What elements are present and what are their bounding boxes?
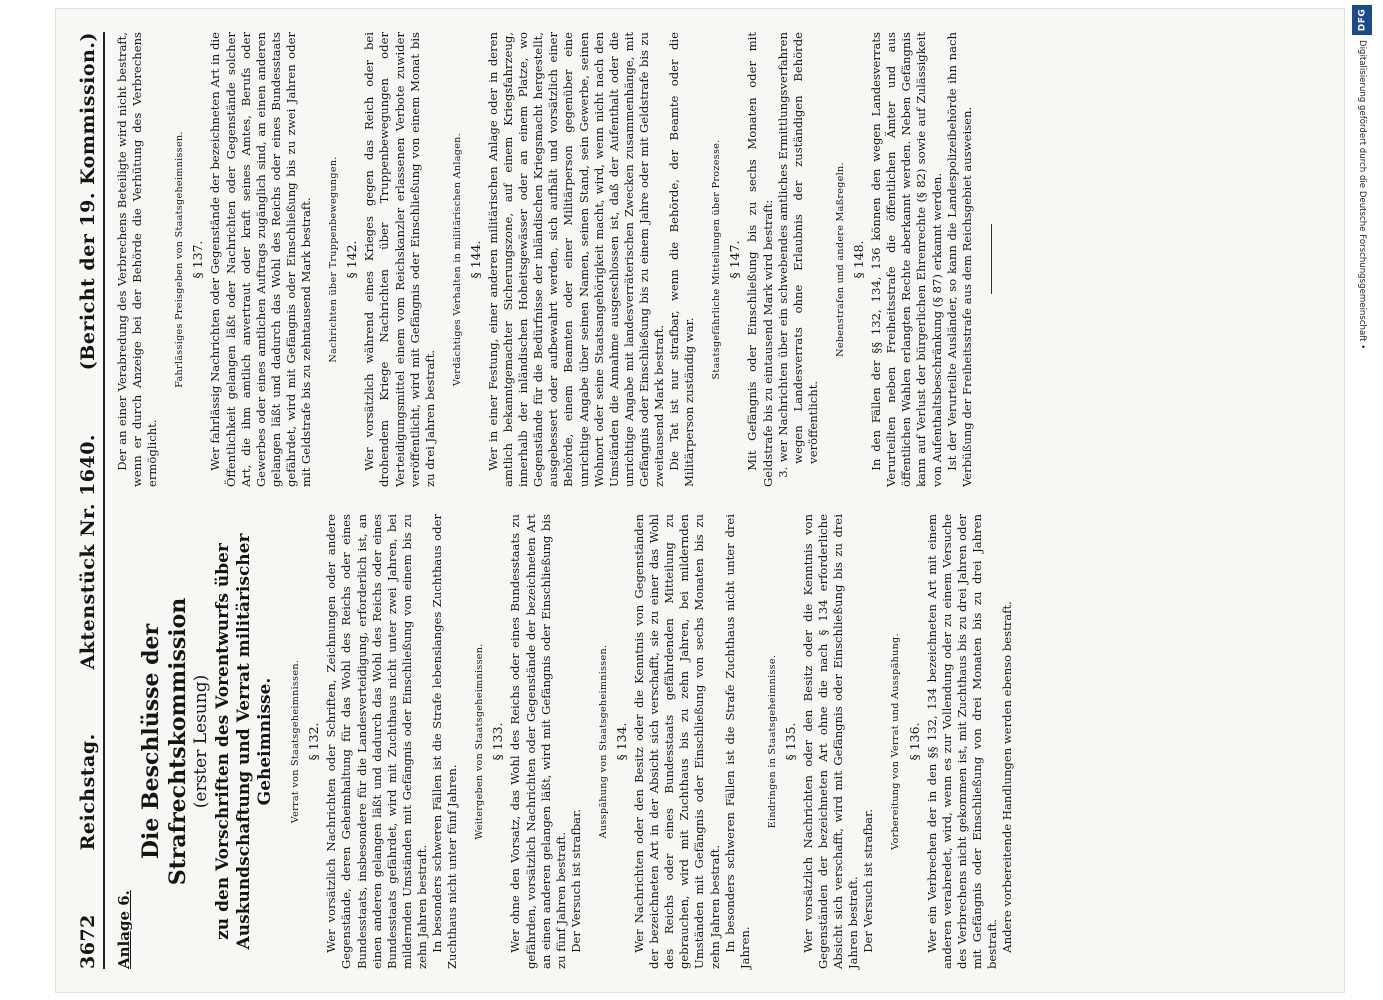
paragraph-number: § 133.	[490, 722, 506, 761]
paragraph-number: § 147.	[727, 240, 743, 279]
digitization-text-wrap	[1352, 35, 1372, 995]
section-heading: Weitergeben von Staatsgeheimnissen.	[474, 643, 486, 840]
list-item: 3. wer Nachrichten über ein schwebendes amtliches Ermittlungsverfahren wegen Landesverrats ohne Erlaubnis der zuständigen Behörde veröffentlicht.	[775, 32, 820, 478]
section-heading: Nachrichten über Truppenbewegungen.	[328, 156, 340, 363]
section-heading: Vorbereitung von Verrat und Ausspähung.	[890, 633, 902, 850]
header-rule	[103, 32, 105, 969]
digitization-note	[1350, 5, 1374, 995]
paragraph-number: § 144.	[467, 240, 483, 279]
section-text: Wer ohne den Vorsatz, das Wohl des Reichs oder eines Bundesstaats zu gefährden, vorsätzlich Nachrichten oder Gegenstände der bezeichneten Art an einen anderen gelangen läßt, wird mit Gefängnis oder Einschließung bis zu fünf Jahren bestraft.	[508, 514, 568, 969]
paragraph-number: § 148.	[851, 240, 867, 279]
page-number: 3672	[77, 914, 99, 969]
section-heading: Ausspähung von Staatsgeheimnissen.	[597, 644, 609, 839]
section-text: In besonders schweren Fällen ist die Strafe Zuchthaus nicht unter drei Jahren.	[722, 514, 752, 969]
section-text: Der Versuch ist strafbar.	[568, 808, 583, 953]
scanned-page	[55, 8, 1345, 993]
document-subtitle: (erster Lesung)	[191, 674, 212, 809]
section-text: Wer vorsätzlich Nachrichten oder Schriften, Zeichnungen oder andere Gegenstände, deren Geheimhaltung für das Wohl des Reichs oder eines Bundesstaats, insbesondere für die Landesverteidigung, erforderlich ist, an einen anderen gelangen läßt und dadurch das Wohl des Reichs oder eines Bundesstaats gefährdet, wird mit Zuchthaus nicht unter zwei Jahren, bei mildernden Umständen mit Gefängnis oder Einschließung von einem bis zu zehn Jahren bestraft.	[324, 514, 429, 969]
section-heading: Fahrlässiges Preisgeben von Staatsgeheimnissen.	[174, 131, 186, 388]
paragraph-number: § 135.	[782, 722, 798, 761]
section-text: Wer fahrlässig Nachrichten oder Gegenstände der bezeichneten Art in die Öffentlichkeit gelangen läßt oder Nachrichten oder Gegenstände solcher Art, die ihm amtlich anvertraut oder kraft seines Amtes, Berufs oder Gewerbes oder eines amtlichen Auftrags zugänglich sind, an einen anderen gelangen läßt und dadurch das Wohl des Reichs oder eines Bundesstaats gefährdet, wird mit Gefängnis oder Einschließung bis zu zwei Jahren oder mit Geldstrafe bis zu zehntausend Mark bestraft.	[208, 32, 314, 487]
header-center: Aktenstück Nr. 1640.	[77, 433, 99, 670]
digitization-text: Digitalisierung gefördert durch die Deutsche Forschungsgemeinschaft •	[1357, 40, 1367, 350]
paragraph-number: § 142.	[344, 240, 360, 279]
document-title-2: zu den Vorschriften des Vorentwurfs über Auskundschaftung und Verrat militärischer Geheimnisse.	[213, 533, 276, 950]
section-heading: Verdächtiges Verhalten in militärischen Anlagen.	[451, 132, 463, 387]
section-text: Wer vorsätzlich Nachrichten oder den Besitz oder die Kenntnis von Gegenständen der bezeichneten Art ohne die nach § 134 erforderliche Absicht sich verschafft, wird mit Gefängnis oder Einschließung bis zu drei Jahren bestraft.	[801, 514, 861, 969]
header-left: Reichstag.	[77, 733, 99, 851]
anlage-label: Anlage 6.	[115, 890, 133, 969]
section-heading: Staatsgefährliche Mitteilungen über Prozesse.	[711, 139, 723, 380]
section-text: Der an einer Verabredung des Verbrechens Beteiligte wird nicht bestraft, wenn er durch Anzeige bei der Behörde die Verhütung des Verbrechens ermöglicht.	[115, 32, 160, 487]
section-text: Mit Gefängnis oder Einschließung bis zu sechs Monaten oder mit Geldstrafe bis zu eintausend Mark wird bestraft:	[745, 32, 775, 487]
section-heading: Nebenstrafen und andere Maßregeln.	[834, 162, 846, 357]
page-header	[63, 32, 99, 969]
section-text: Wer in einer Festung, einer anderen militärischen Anlage oder in deren amtlich bekanntgemachter Sicherungszone, auf einem Kriegsfahrzeug, innerhalb der inländischen Hoheitsgewässer oder an einem Platze, wo Gegenstände für die Bedürfnisse der inländischen Kriegsmacht hergestellt, ausgebessert oder aufbewahrt werden, sich aufhält und vorsätzlich einer Behörde, einem Beamten oder einer Militärperson gegenüber eine unrichtige Angabe über seinen Namen, seinen Stand, sein Gewerbe, seinen Wohnort oder seine Staatsangehörigkeit macht, wird, wenn nicht nach den Umständen die Annahme ausgeschlossen ist, daß der Aufenthalt oder die unrichtige Angabe mit landesverräterischen Zwecken zusammenhänge, mit Gefängnis oder Einschließung bis zu einem Jahre oder mit Geldstrafe bis zu zweitausend Mark bestraft.	[485, 32, 666, 487]
rotated-page-content	[55, 8, 1345, 993]
section-heading: Eindringen in Staatsgeheimnisse.	[766, 654, 778, 829]
left-column	[115, 514, 1015, 969]
right-column	[115, 32, 992, 487]
section-text: Wer ein Verbrechen der in den §§ 132, 134 bezeichneten Art mit einem anderen verabredet, wird, wenn es zur Vollendung oder zu einem Versuche des Verbrechens nicht gekommen ist, mit Zuchthaus bis zu drei Jahren oder mit Gefängnis oder Einschließung von drei Monaten bis zu drei Jahren bestraft.	[924, 514, 1000, 969]
section-text: Die Tat ist nur strafbar, wenn die Behörde, der Beamte oder die Militärperson zuständig war.	[667, 32, 697, 487]
document-title: Die Beschlüsse der Strafrechtskommission	[138, 597, 192, 886]
section-text: In besonders schweren Fällen ist die Strafe lebenslanges Zuchthaus oder Zuchthaus nicht unter fünf Jahren.	[430, 514, 460, 969]
paragraph-number: § 137.	[190, 240, 206, 279]
paragraph-number: § 136.	[906, 722, 922, 761]
dfg-logo	[1352, 5, 1372, 35]
header-right: (Bericht der 19. Kommission.)	[77, 32, 99, 371]
section-heading: Verrat von Staatsgeheimnissen.	[290, 659, 302, 824]
section-text: Wer Nachrichten oder den Besitz oder die Kenntnis von Gegenständen der bezeichneten Art in der Absicht sich verschafft, sie zu einer das Wohl des Reichs oder eines Bundesstaats gefährdenden Mitteilung zu gebrauchen, wird mit Zuchthaus bis zu zehn Jahren, bei mildernden Umständen mit Gefängnis oder Einschließung von sechs Monaten bis zu zehn Jahren bestraft.	[632, 514, 722, 969]
paragraph-number: § 134.	[613, 722, 629, 761]
section-text: Wer vorsätzlich während eines Krieges gegen das Reich oder bei drohendem Kriege Nachrichten über Truppenbewegungen oder Verteidigungsmittel einem vom Reichskanzler erlassenen Verbote zuwider veröffentlicht, wird mit Gefängnis oder Einschließung von einem Monat bis zu drei Jahren bestraft.	[362, 32, 437, 487]
section-text: Ist der Verurteilte Ausländer, so kann die Landespolizeibehörde ihn nach Verbüßung der Freiheitsstrafe aus dem Reichsgebiet ausweisen.	[944, 32, 974, 487]
paragraph-number: § 132.	[306, 722, 322, 761]
section-text: Der Versuch ist strafbar.	[861, 808, 876, 953]
end-rule	[991, 225, 992, 295]
section-text: In den Fällen der §§ 132, 134, 136 können den wegen Landesverrats Verurteilten neben Freiheitsstrafe die öffentlichen Ämter und aus öffentlichen Wahlen erlangten Rechte aberkannt werden. Neben Gefängnis kann auf Verlust der bürgerlichen Ehrenrechte (§ 82) sowie auf Zulässigkeit von Aufenthaltsbeschränkung (§ 87) erkannt werden.	[869, 32, 944, 487]
section-text: Andere vorbereitende Handlungen werden ebenso bestraft.	[1000, 601, 1015, 953]
dfg-logo-text: DFG	[1357, 8, 1368, 32]
